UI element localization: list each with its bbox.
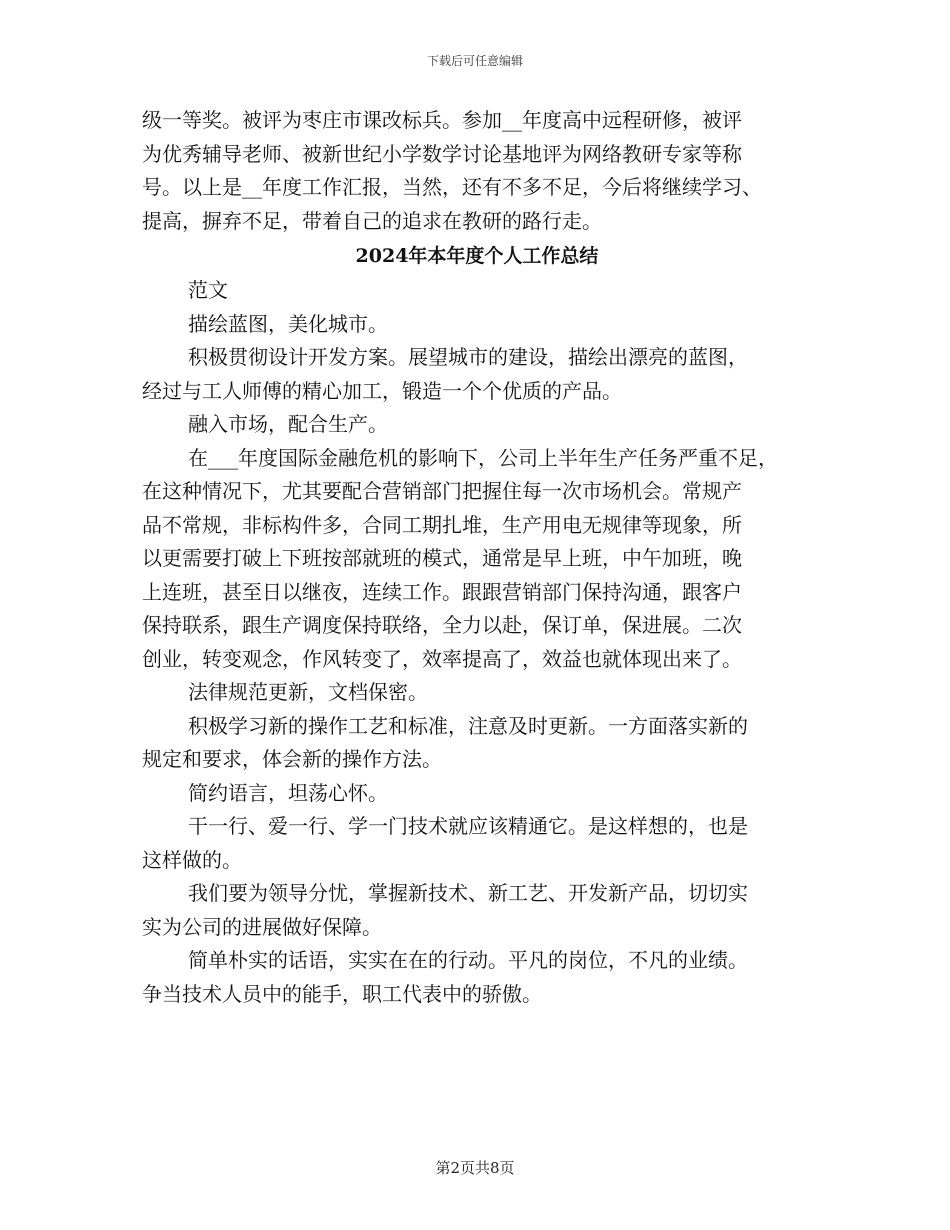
text-line: 提高，摒弃不足，带着自己的追求在教研的路行走。 (142, 208, 602, 233)
page-number: 第2页共8页 (435, 1159, 515, 1177)
text-line: 争当技术人员中的能手，职工代表中的骄傲。 (142, 981, 542, 1006)
text-line: 保持联系，跟生产调度保持联络，全力以赴，保订单，保进展。二次 (142, 613, 742, 637)
text-line: 积极贯彻设计开发方案。展望城市的建设，描绘出漂亮的蓝图， (188, 345, 748, 369)
page-header-note: 下载后可任意编辑 (426, 54, 523, 68)
document-content (142, 104, 812, 1011)
text-line: 以更需要打破上下班按部就班的模式，通常是早上班，中午加班，晚 (142, 546, 742, 570)
text-line: 融入市场，配合生产。 (188, 412, 388, 436)
section-title: 2024年本年度个人工作总结 (355, 245, 599, 267)
intro-paragraph (142, 104, 812, 238)
text-line: 在这种情况下，尤其要配合营销部门把握住每一次市场机会。常规产 (142, 479, 742, 503)
text-line: 积极学习新的操作工艺和标准，注意及时更新。一方面落实新的 (188, 713, 748, 738)
text-line: 实为公司的进展做好保障。 (142, 914, 382, 939)
text-line: 经过与工人师傅的精心加工，锻造一个个优质的产品。 (142, 378, 622, 403)
body-paragraphs (142, 274, 812, 1011)
text-line: 范文 (188, 278, 228, 302)
text-line: 法律规范更新，文档保密。 (188, 680, 428, 704)
text-line: 在___年度国际金融危机的影响下，公司上半年生产任务严重不足， (188, 445, 778, 470)
text-line: 描绘蓝图，美化城市。 (188, 311, 388, 336)
text-line: 上连班，甚至日以继夜，连续工作。跟跟营销部门保持沟通，跟客户 (142, 579, 742, 604)
text-line: 我们要为领导分忧，掌握新技术、新工艺、开发新产品，切切实 (188, 881, 748, 905)
text-line: 创业，转变观念，作风转变了，效率提高了，效益也就体现出来了。 (142, 646, 742, 671)
text-line: 为优秀辅导老师、被新世纪小学数学讨论基地评为网络教研专家等称 (142, 141, 742, 166)
text-line: 品不常规，非标构件多，合同工期扎堆，生产用电无规律等现象，所 (142, 512, 742, 537)
text-line: 简单朴实的话语，实实在在的行动。平凡的岗位，不凡的业绩。 (188, 948, 748, 972)
text-line: 干一行、爱一行、学一门技术就应该精通它。是这样想的，也是 (188, 814, 748, 838)
text-line: 级一等奖。被评为枣庄市课改标兵。参加__年度高中远程研修，被评 (142, 108, 742, 132)
text-line: 简约语言，坦荡心怀。 (188, 780, 388, 805)
text-line: 规定和要求，体会新的操作方法。 (142, 747, 442, 771)
text-line: 号。以上是__年度工作汇报，当然，还有不多不足，今后将继续学习、 (142, 175, 762, 199)
text-line: 这样做的。 (142, 847, 242, 872)
